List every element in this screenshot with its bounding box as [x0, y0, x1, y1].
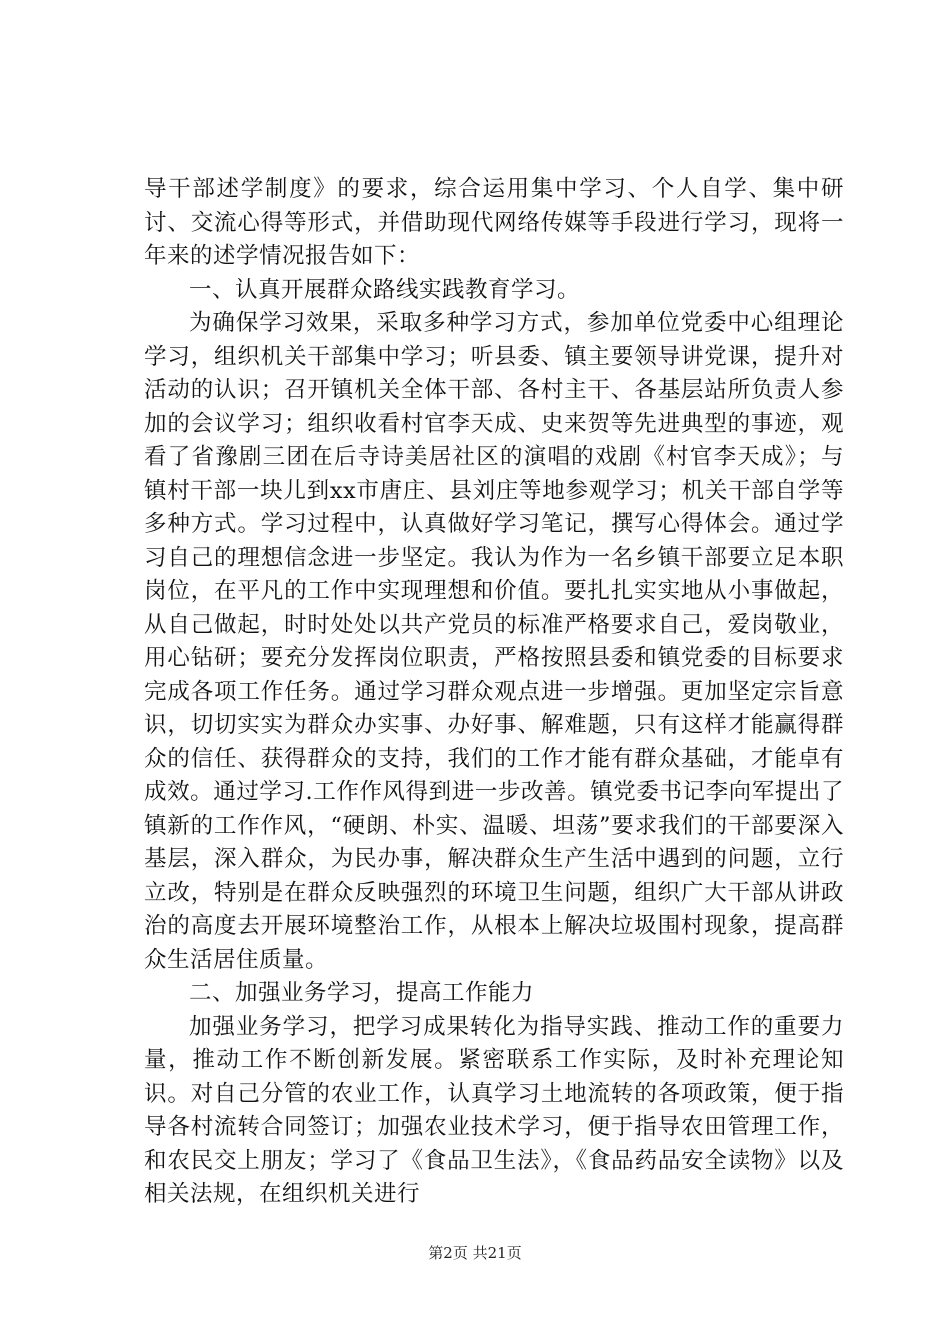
paragraph-intro-continuation: 导干部述学制度》的要求，综合运用集中学习、个人自学、集中研讨、交流心得等形式，并借助现代网络传媒等手段进行学习，现将一年来的述学情况报告如下： — [144, 176, 844, 269]
page-number-footer: 第2页 共21页 — [428, 1244, 522, 1262]
section-heading-1: 一、认真开展群众路线实践教育学习。 — [189, 276, 581, 303]
document-body — [144, 173, 844, 1212]
paragraph-section-2: 加强业务学习，把学习成果转化为指导实践、推动工作的重要力量，推动工作不断创新发展。紧密联系工作实际，及时补充理论知识。对自己分管的农业工作，认真学习土地流转的各项政策，便于指导各村流转合同签订；加强农业技术学习，便于指导农田管理工作，和农民交上朋友；学习了《食品卫生法》，《食品药品安全读物》以及相关法规，在组织机关进行 — [144, 1013, 844, 1207]
paragraph-section-1: 为确保学习效果，采取多种学习方式，参加单位党委中心组理论学习，组织机关干部集中学习；听县委、镇主要领导讲党课，提升对活动的认识；召开镇机关全体干部、各村主干、各基层站所负责人参加的会议学习；组织收看村官李天成、史来贺等先进典型的事迹，观看了省豫剧三团在后寺诗美居社区的演唱的戏剧《村官李天成》；与镇村干部一块儿到xx市唐庄、县刘庄等地参观学习；机关干部自学等多种方式。学习过程中，认真做好学习笔记，撰写心得体会。通过学习自己的理想信念进一步坚定。我认为作为一名乡镇干部要立足本职岗位，在平凡的工作中实现理想和价值。要扎扎实实地从小事做起，从自己做起，时时处处以共产党员的标准严格要求自己，爱岗敬业，用心钻研；要充分发挥岗位职责，严格按照县委和镇党委的目标要求完成各项工作任务。通过学习群众观点进一步增强。更加坚定宗旨意识，切切实实为群众办实事、办好事、解难题，只有这样才能赢得群众的信任、获得群众的支持，我们的工作才能有群众基础，才能卓有成效。通过学习.工作作风得到进一步改善。镇党委书记李向军提出了镇新的工作作风，“硬朗、朴实、温暖、坦荡”要求我们的干部要深入基层，深入群众，为民办事，解决群众生产生活中遇到的问题，立行立改，特别是在群众反映强烈的环境卫生问题，组织广大干部从讲政治的高度去开展环境整治工作，从根本上解决垃圾围村现象，提高群众生活居住质量。 — [144, 310, 844, 973]
section-heading-2: 二、加强业务学习，提高工作能力 — [189, 980, 535, 1006]
